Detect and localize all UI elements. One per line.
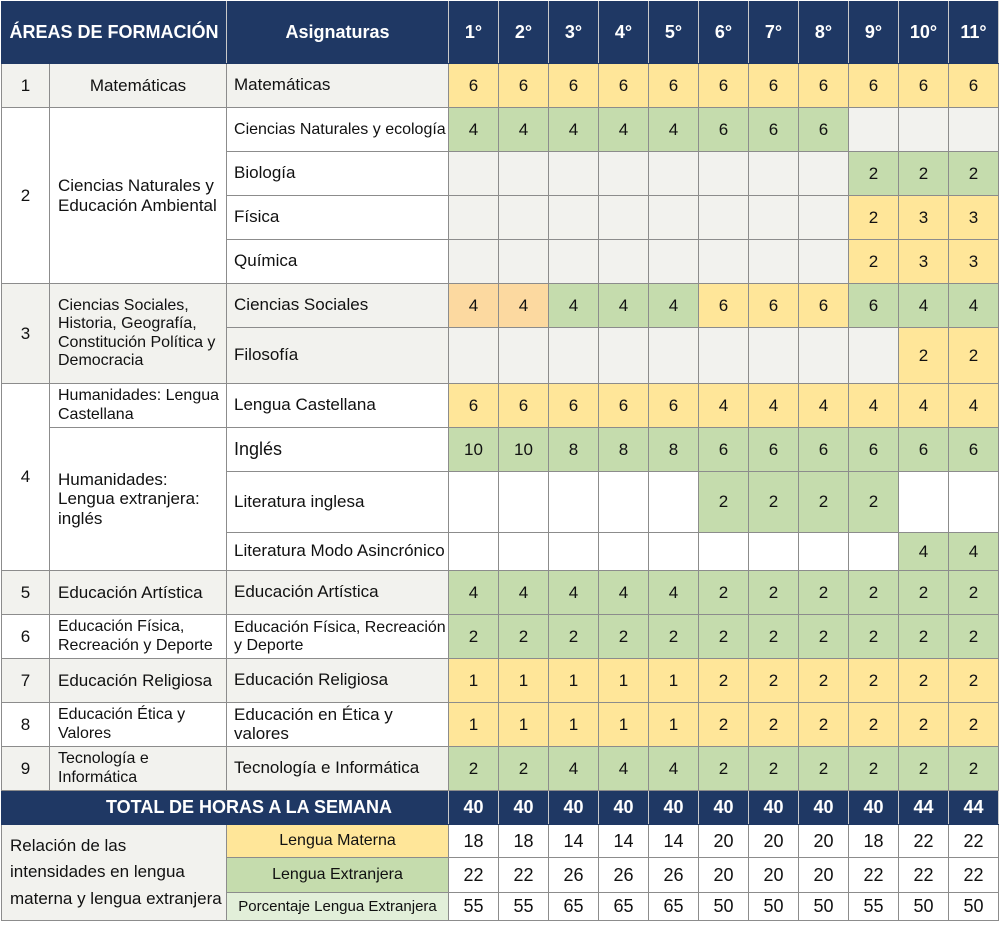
- grade-header: 4°: [599, 2, 649, 64]
- grade-header: 6°: [699, 2, 749, 64]
- hours-cell: 2: [699, 659, 749, 703]
- hours-cell: [749, 533, 799, 571]
- total-value: 40: [699, 791, 749, 825]
- hours-cell: 6: [749, 64, 799, 108]
- hours-cell: 2: [799, 703, 849, 747]
- hours-cell: 2: [949, 615, 999, 659]
- hours-cell: [449, 152, 499, 196]
- hours-cell: [549, 240, 599, 284]
- hours-cell: [449, 196, 499, 240]
- hours-cell: 6: [499, 384, 549, 428]
- hours-cell: 2: [449, 747, 499, 791]
- hours-cell: 1: [649, 703, 699, 747]
- hours-cell: 2: [799, 472, 849, 533]
- relation-value: 26: [549, 858, 599, 893]
- subject-name: Tecnología e Informática: [227, 747, 449, 791]
- relation-value: 55: [849, 893, 899, 921]
- relation-name: Porcentaje Lengua Extranjera: [227, 893, 449, 921]
- relation-value: 65: [649, 893, 699, 921]
- grade-header: 9°: [849, 2, 899, 64]
- grade-header: 3°: [549, 2, 599, 64]
- subject-name: Física: [227, 196, 449, 240]
- hours-cell: 2: [749, 703, 799, 747]
- hours-cell: 2: [949, 703, 999, 747]
- hours-cell: 2: [449, 615, 499, 659]
- hours-cell: [649, 196, 699, 240]
- hours-cell: [499, 196, 549, 240]
- hours-cell: [599, 328, 649, 384]
- hours-cell: [649, 328, 699, 384]
- hours-cell: 2: [699, 703, 749, 747]
- area-number: 3: [2, 284, 50, 384]
- hours-cell: [449, 472, 499, 533]
- relation-value: 20: [749, 858, 799, 893]
- hours-cell: [549, 472, 599, 533]
- hours-cell: 3: [899, 196, 949, 240]
- hours-cell: 2: [849, 240, 899, 284]
- hours-cell: [499, 472, 549, 533]
- hours-cell: [599, 533, 649, 571]
- relation-value: 26: [599, 858, 649, 893]
- hours-cell: 4: [949, 533, 999, 571]
- hours-cell: 2: [649, 615, 699, 659]
- hours-cell: 6: [799, 284, 849, 328]
- hours-cell: 2: [899, 747, 949, 791]
- hours-cell: 6: [799, 428, 849, 472]
- hours-cell: 4: [599, 747, 649, 791]
- hours-cell: [849, 533, 899, 571]
- area-number: 2: [2, 108, 50, 284]
- area-number: 4: [2, 384, 50, 571]
- relation-value: 18: [449, 825, 499, 858]
- hours-cell: [899, 108, 949, 152]
- hours-cell: 6: [449, 64, 499, 108]
- hours-cell: 4: [599, 284, 649, 328]
- hours-cell: 6: [449, 384, 499, 428]
- subject-name: Filosofía: [227, 328, 449, 384]
- hours-cell: 8: [649, 428, 699, 472]
- table-row: [2, 108, 999, 152]
- grade-header: 10°: [899, 2, 949, 64]
- hours-cell: 1: [599, 659, 649, 703]
- hours-cell: 2: [849, 472, 899, 533]
- hours-cell: 1: [449, 659, 499, 703]
- hours-cell: 6: [599, 64, 649, 108]
- hours-cell: 4: [649, 747, 699, 791]
- hours-cell: [449, 328, 499, 384]
- hours-cell: 6: [549, 64, 599, 108]
- area-number: 8: [2, 703, 50, 747]
- hours-cell: 6: [749, 284, 799, 328]
- hours-cell: 2: [699, 747, 749, 791]
- hours-cell: 6: [699, 428, 749, 472]
- relation-value: 50: [949, 893, 999, 921]
- relation-label: Relación de las intensidades en lengua materna y lengua extranjera: [2, 825, 227, 921]
- hours-cell: 2: [699, 615, 749, 659]
- hours-cell: 2: [849, 152, 899, 196]
- total-value: 40: [799, 791, 849, 825]
- hours-cell: [699, 196, 749, 240]
- hours-cell: 2: [849, 196, 899, 240]
- hours-cell: 1: [499, 703, 549, 747]
- hours-cell: 2: [699, 571, 749, 615]
- hours-cell: 4: [499, 108, 549, 152]
- hours-cell: 1: [599, 703, 649, 747]
- hours-cell: 2: [499, 615, 549, 659]
- area-name: Tecnología e Informática: [50, 747, 227, 791]
- hours-cell: [499, 240, 549, 284]
- hours-cell: 6: [699, 284, 749, 328]
- hours-cell: 1: [449, 703, 499, 747]
- hours-cell: 2: [799, 571, 849, 615]
- subject-name: Matemáticas: [227, 64, 449, 108]
- hours-cell: [799, 533, 849, 571]
- hours-cell: 2: [949, 328, 999, 384]
- hours-cell: [549, 328, 599, 384]
- hours-cell: 4: [449, 571, 499, 615]
- subjects-header: Asignaturas: [227, 2, 449, 64]
- table-row: [2, 571, 999, 615]
- relation-value: 50: [799, 893, 849, 921]
- subject-name: Química: [227, 240, 449, 284]
- subject-name: Lengua Castellana: [227, 384, 449, 428]
- curriculum-table: [1, 1, 999, 921]
- area-name: Educación Ética y Valores: [50, 703, 227, 747]
- hours-cell: [599, 240, 649, 284]
- hours-cell: [599, 152, 649, 196]
- hours-cell: 2: [899, 328, 949, 384]
- total-value: 40: [749, 791, 799, 825]
- hours-cell: 6: [949, 428, 999, 472]
- grade-header: 8°: [799, 2, 849, 64]
- hours-cell: 3: [899, 240, 949, 284]
- hours-cell: [449, 240, 499, 284]
- total-value: 40: [449, 791, 499, 825]
- hours-cell: 4: [549, 284, 599, 328]
- hours-cell: 4: [799, 384, 849, 428]
- relation-value: 22: [949, 858, 999, 893]
- relation-value: 65: [549, 893, 599, 921]
- hours-cell: [599, 472, 649, 533]
- areas-header: ÁREAS DE FORMACIÓN: [2, 2, 227, 64]
- hours-cell: 8: [599, 428, 649, 472]
- hours-cell: 4: [499, 571, 549, 615]
- relation-value: 20: [749, 825, 799, 858]
- total-value: 40: [849, 791, 899, 825]
- grade-header: 1°: [449, 2, 499, 64]
- hours-cell: 10: [499, 428, 549, 472]
- grade-header: 11°: [949, 2, 999, 64]
- hours-cell: [449, 533, 499, 571]
- hours-cell: 3: [949, 240, 999, 284]
- hours-cell: [549, 152, 599, 196]
- relation-value: 14: [549, 825, 599, 858]
- subject-name: Ciencias Sociales: [227, 284, 449, 328]
- table-row: [2, 615, 999, 659]
- hours-cell: 4: [749, 384, 799, 428]
- hours-cell: [649, 472, 699, 533]
- total-value: 40: [549, 791, 599, 825]
- hours-cell: [749, 152, 799, 196]
- hours-cell: 6: [949, 64, 999, 108]
- table-row: [2, 703, 999, 747]
- hours-cell: 2: [749, 659, 799, 703]
- table-row: [2, 659, 999, 703]
- grade-header: 7°: [749, 2, 799, 64]
- hours-cell: [699, 152, 749, 196]
- hours-cell: 6: [649, 64, 699, 108]
- hours-cell: [849, 328, 899, 384]
- hours-cell: 2: [899, 615, 949, 659]
- relation-value: 22: [899, 858, 949, 893]
- relation-value: 65: [599, 893, 649, 921]
- subject-name: Educación Religiosa: [227, 659, 449, 703]
- hours-cell: 6: [899, 428, 949, 472]
- table-row: [2, 284, 999, 328]
- hours-cell: [949, 108, 999, 152]
- hours-cell: 4: [699, 384, 749, 428]
- hours-cell: 2: [799, 615, 849, 659]
- hours-cell: [649, 533, 699, 571]
- hours-cell: [749, 196, 799, 240]
- relation-value: 14: [649, 825, 699, 858]
- area-number: 1: [2, 64, 50, 108]
- hours-cell: 6: [649, 384, 699, 428]
- hours-cell: 2: [849, 703, 899, 747]
- hours-cell: [549, 196, 599, 240]
- hours-cell: [699, 533, 749, 571]
- relation-value: 22: [899, 825, 949, 858]
- hours-cell: 2: [949, 571, 999, 615]
- total-row: [2, 791, 999, 825]
- total-label: TOTAL DE HORAS A LA SEMANA: [50, 791, 449, 825]
- hours-cell: 3: [949, 196, 999, 240]
- hours-cell: 6: [599, 384, 649, 428]
- hours-cell: 2: [799, 747, 849, 791]
- area-name: Educación Religiosa: [50, 659, 227, 703]
- relation-name: Lengua Materna: [227, 825, 449, 858]
- hours-cell: [599, 196, 649, 240]
- relation-value: 22: [499, 858, 549, 893]
- hours-cell: 4: [899, 284, 949, 328]
- total-value: 40: [499, 791, 549, 825]
- hours-cell: 6: [849, 428, 899, 472]
- hours-cell: [499, 328, 549, 384]
- hours-cell: 6: [549, 384, 599, 428]
- hours-cell: 2: [849, 571, 899, 615]
- total-value: 44: [949, 791, 999, 825]
- hours-cell: 2: [749, 571, 799, 615]
- area-name: Ciencias Naturales y Educación Ambiental: [50, 108, 227, 284]
- subject-name: Ciencias Naturales y ecología: [227, 108, 449, 152]
- hours-cell: [749, 240, 799, 284]
- relation-value: 22: [849, 858, 899, 893]
- hours-cell: 2: [949, 659, 999, 703]
- hours-cell: [749, 328, 799, 384]
- total-value: 40: [599, 791, 649, 825]
- hours-cell: 2: [899, 571, 949, 615]
- subject-name: Educación en Ética y valores: [227, 703, 449, 747]
- hours-cell: 2: [849, 615, 899, 659]
- relation-value: 50: [899, 893, 949, 921]
- area-number: 6: [2, 615, 50, 659]
- hours-cell: 2: [949, 747, 999, 791]
- hours-cell: [949, 472, 999, 533]
- relation-value: 22: [449, 858, 499, 893]
- area-name: Educación Física, Recreación y Deporte: [50, 615, 227, 659]
- hours-cell: 8: [549, 428, 599, 472]
- hours-cell: [649, 240, 699, 284]
- relation-value: 20: [799, 825, 849, 858]
- hours-cell: 4: [949, 384, 999, 428]
- hours-cell: 4: [549, 108, 599, 152]
- hours-cell: [799, 152, 849, 196]
- hours-cell: 6: [699, 64, 749, 108]
- relation-value: 50: [699, 893, 749, 921]
- hours-cell: 4: [549, 747, 599, 791]
- hours-cell: 6: [499, 64, 549, 108]
- hours-cell: 4: [649, 571, 699, 615]
- hours-cell: 6: [899, 64, 949, 108]
- hours-cell: 4: [449, 284, 499, 328]
- total-value: 40: [649, 791, 699, 825]
- subject-name: Educación Artística: [227, 571, 449, 615]
- table-row: [2, 384, 999, 428]
- hours-cell: 2: [899, 152, 949, 196]
- subject-name: Biología: [227, 152, 449, 196]
- hours-cell: 2: [499, 747, 549, 791]
- area-name-english: Humanidades: Lengua extranjera: inglés: [50, 428, 227, 571]
- relation-value: 20: [699, 825, 749, 858]
- hours-cell: 4: [849, 384, 899, 428]
- hours-cell: 4: [949, 284, 999, 328]
- area-name: Ciencias Sociales, Historia, Geografía, Constitución Política y Democracia: [50, 284, 227, 384]
- hours-cell: 1: [549, 703, 599, 747]
- hours-cell: 4: [449, 108, 499, 152]
- hours-cell: 4: [599, 571, 649, 615]
- area-number: 5: [2, 571, 50, 615]
- relation-value: 18: [849, 825, 899, 858]
- subject-name: Educación Física, Recreación y Deporte: [227, 615, 449, 659]
- hours-cell: 4: [899, 384, 949, 428]
- hours-cell: 1: [499, 659, 549, 703]
- hours-cell: [649, 152, 699, 196]
- hours-cell: 6: [849, 284, 899, 328]
- hours-cell: 6: [799, 108, 849, 152]
- hours-cell: [899, 472, 949, 533]
- relation-row: [2, 825, 999, 858]
- hours-cell: 2: [749, 472, 799, 533]
- subject-name: Inglés: [227, 428, 449, 472]
- subject-name: Literatura inglesa: [227, 472, 449, 533]
- hours-cell: [699, 240, 749, 284]
- hours-cell: [849, 108, 899, 152]
- hours-cell: 4: [499, 284, 549, 328]
- area-name: Matemáticas: [50, 64, 227, 108]
- relation-value: 18: [499, 825, 549, 858]
- area-name: Educación Artística: [50, 571, 227, 615]
- subject-name: Literatura Modo Asincrónico: [227, 533, 449, 571]
- hours-cell: 4: [649, 108, 699, 152]
- hours-cell: 1: [549, 659, 599, 703]
- relation-value: 20: [799, 858, 849, 893]
- table-row: [2, 747, 999, 791]
- grade-header: 2°: [499, 2, 549, 64]
- hours-cell: 4: [649, 284, 699, 328]
- hours-cell: 6: [799, 64, 849, 108]
- hours-cell: [799, 328, 849, 384]
- total-value: 44: [899, 791, 949, 825]
- hours-cell: 2: [799, 659, 849, 703]
- hours-cell: 2: [749, 747, 799, 791]
- hours-cell: [799, 240, 849, 284]
- relation-value: 14: [599, 825, 649, 858]
- hours-cell: 2: [599, 615, 649, 659]
- hours-cell: 6: [699, 108, 749, 152]
- hours-cell: 2: [699, 472, 749, 533]
- area-name-castellana: Humanidades: Lengua Castellana: [50, 384, 227, 428]
- relation-value: 50: [749, 893, 799, 921]
- hours-cell: [699, 328, 749, 384]
- hours-cell: 10: [449, 428, 499, 472]
- hours-cell: 1: [649, 659, 699, 703]
- hours-cell: 2: [899, 659, 949, 703]
- hours-cell: 2: [849, 747, 899, 791]
- relation-value: 20: [699, 858, 749, 893]
- table-row: [2, 428, 999, 472]
- relation-value: 22: [949, 825, 999, 858]
- hours-cell: 4: [599, 108, 649, 152]
- area-number: 7: [2, 659, 50, 703]
- table-row: [2, 64, 999, 108]
- hours-cell: 4: [549, 571, 599, 615]
- area-number: 9: [2, 747, 50, 791]
- relation-value: 55: [499, 893, 549, 921]
- hours-cell: [499, 533, 549, 571]
- hours-cell: [799, 196, 849, 240]
- hours-cell: 2: [899, 703, 949, 747]
- hours-cell: 6: [849, 64, 899, 108]
- hours-cell: 2: [849, 659, 899, 703]
- hours-cell: [499, 152, 549, 196]
- relation-name: Lengua Extranjera: [227, 858, 449, 893]
- relation-value: 26: [649, 858, 699, 893]
- hours-cell: [549, 533, 599, 571]
- grade-header: 5°: [649, 2, 699, 64]
- hours-cell: 2: [549, 615, 599, 659]
- hours-cell: 6: [749, 108, 799, 152]
- hours-cell: 6: [749, 428, 799, 472]
- relation-value: 55: [449, 893, 499, 921]
- hours-cell: 2: [949, 152, 999, 196]
- hours-cell: 4: [899, 533, 949, 571]
- hours-cell: 2: [749, 615, 799, 659]
